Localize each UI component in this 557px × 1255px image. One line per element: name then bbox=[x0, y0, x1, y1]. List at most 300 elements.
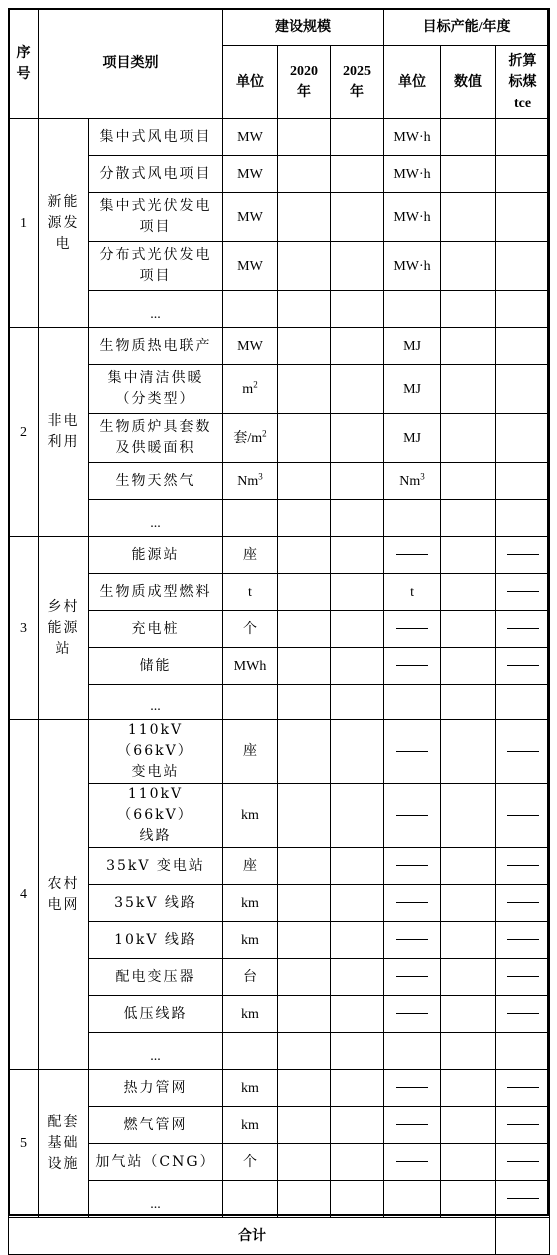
empty-cell bbox=[441, 500, 496, 537]
table-row bbox=[9, 1070, 550, 1107]
total-label: 合计 bbox=[9, 1218, 496, 1255]
dash-mark bbox=[396, 665, 428, 666]
year-2020-cell bbox=[278, 784, 331, 848]
ellipsis: ... bbox=[89, 685, 223, 720]
section-name: 新能 源发 电 bbox=[39, 119, 89, 328]
item-unit bbox=[223, 463, 278, 500]
item-label: 生物天然气 bbox=[89, 463, 223, 500]
dash-mark bbox=[396, 751, 428, 752]
dash-mark bbox=[507, 939, 539, 940]
ellipsis: ... bbox=[89, 1033, 223, 1070]
item-label: 生物质炉具套数 及供暖面积 bbox=[89, 414, 223, 463]
year-2025-cell bbox=[331, 328, 384, 365]
target-unit bbox=[384, 193, 441, 242]
value-cell bbox=[441, 1107, 496, 1144]
tce-dash bbox=[496, 996, 550, 1033]
year-2020-cell bbox=[278, 648, 331, 685]
year-2025-cell bbox=[331, 996, 384, 1033]
empty-cell bbox=[331, 291, 384, 328]
item-unit bbox=[223, 574, 278, 611]
table-row bbox=[9, 414, 550, 463]
empty-cell bbox=[223, 291, 278, 328]
empty-cell bbox=[278, 1181, 331, 1218]
section-number: 2 bbox=[9, 328, 39, 537]
year-2025-cell bbox=[331, 242, 384, 291]
item-label: 加气站（CNG） bbox=[89, 1144, 223, 1181]
tce-dash bbox=[496, 1070, 550, 1107]
tce-cell bbox=[496, 463, 550, 500]
project-table bbox=[8, 8, 550, 1255]
table-row bbox=[9, 848, 550, 885]
item-unit bbox=[223, 922, 278, 959]
empty-cell bbox=[278, 1033, 331, 1070]
year-2020-cell bbox=[278, 328, 331, 365]
unit-text: 台 bbox=[243, 969, 257, 985]
table-row bbox=[9, 242, 550, 291]
unit-text: km bbox=[241, 895, 259, 911]
tce-dash bbox=[496, 1107, 550, 1144]
tce-dash bbox=[496, 1144, 550, 1181]
unit-text: MWh bbox=[233, 658, 267, 674]
item-label: 集中清洁供暖 （分类型） bbox=[89, 365, 223, 414]
dash-mark bbox=[507, 1013, 539, 1014]
unit-text: 座 bbox=[243, 744, 257, 759]
empty-cell bbox=[441, 1181, 496, 1218]
target-unit-dash bbox=[384, 922, 441, 959]
item-label: 集中式光伏发电 项目 bbox=[89, 193, 223, 242]
tce-cell bbox=[496, 500, 550, 537]
value-cell bbox=[441, 537, 496, 574]
tce-dash bbox=[496, 848, 550, 885]
target-unit-dash bbox=[384, 848, 441, 885]
item-label: 充电桩 bbox=[89, 611, 223, 648]
year-2020-cell bbox=[278, 414, 331, 463]
value-cell bbox=[441, 574, 496, 611]
target-unit-superscript: 3 bbox=[420, 470, 425, 481]
target-unit bbox=[384, 414, 441, 463]
tce-cell bbox=[496, 242, 550, 291]
table-row bbox=[9, 119, 550, 156]
tce-dash bbox=[496, 959, 550, 996]
target-unit-header: 单位 bbox=[384, 46, 441, 119]
table-row bbox=[9, 996, 550, 1033]
dash-mark bbox=[507, 902, 539, 903]
table-row bbox=[9, 784, 550, 848]
table-row bbox=[9, 1144, 550, 1181]
section-number: 4 bbox=[9, 720, 39, 1070]
ellipsis-row bbox=[9, 685, 550, 720]
empty-cell bbox=[278, 500, 331, 537]
year-2020-cell bbox=[278, 242, 331, 291]
value-cell bbox=[441, 959, 496, 996]
dash-mark bbox=[507, 628, 539, 629]
dash-mark bbox=[507, 554, 539, 555]
total-tce-cell bbox=[496, 1218, 550, 1255]
empty-cell bbox=[223, 1033, 278, 1070]
empty-cell bbox=[384, 291, 441, 328]
table-row bbox=[9, 1107, 550, 1144]
tce-dash bbox=[496, 885, 550, 922]
target-unit-dash bbox=[384, 720, 441, 784]
item-unit bbox=[223, 242, 278, 291]
empty-cell bbox=[331, 685, 384, 720]
year-2020-cell bbox=[278, 720, 331, 784]
unit-text: km bbox=[241, 1080, 259, 1096]
year-2025-cell bbox=[331, 784, 384, 848]
target-unit-dash bbox=[384, 996, 441, 1033]
unit-header: 单位 bbox=[223, 46, 278, 119]
unit-text: MW bbox=[237, 166, 263, 182]
target-unit-dash bbox=[384, 1070, 441, 1107]
unit-text: Nm bbox=[237, 473, 259, 489]
unit-text: km bbox=[241, 1117, 259, 1133]
dash-mark bbox=[507, 865, 539, 866]
item-unit bbox=[223, 365, 278, 414]
tce-dash bbox=[496, 537, 550, 574]
dash-mark bbox=[507, 976, 539, 977]
target-unit bbox=[384, 328, 441, 365]
empty-cell bbox=[278, 291, 331, 328]
section-name: 农村 电网 bbox=[39, 720, 89, 1070]
target-unit-text: MW·h bbox=[393, 129, 431, 145]
dash-mark bbox=[507, 751, 539, 752]
tce-dash bbox=[496, 611, 550, 648]
empty-cell bbox=[441, 291, 496, 328]
item-unit bbox=[223, 996, 278, 1033]
tce-cell bbox=[496, 685, 550, 720]
target-unit-text: Nm bbox=[399, 473, 421, 489]
empty-cell bbox=[384, 685, 441, 720]
ellipsis: ... bbox=[89, 1181, 223, 1218]
value-cell bbox=[441, 463, 496, 500]
value-cell bbox=[441, 193, 496, 242]
value-cell bbox=[441, 611, 496, 648]
unit-text: t bbox=[248, 584, 252, 600]
empty-cell bbox=[331, 500, 384, 537]
item-label: 燃气管网 bbox=[89, 1107, 223, 1144]
item-unit bbox=[223, 720, 278, 784]
item-unit bbox=[223, 648, 278, 685]
year-2020-cell bbox=[278, 365, 331, 414]
value-cell bbox=[441, 242, 496, 291]
target-unit-text: MJ bbox=[403, 338, 421, 354]
year-2025-cell bbox=[331, 119, 384, 156]
tce-dash bbox=[496, 1181, 550, 1218]
target-unit bbox=[384, 463, 441, 500]
item-unit bbox=[223, 959, 278, 996]
year-2020-cell bbox=[278, 611, 331, 648]
item-label: 分布式光伏发电 项目 bbox=[89, 242, 223, 291]
year-2025-cell bbox=[331, 1107, 384, 1144]
value-cell bbox=[441, 414, 496, 463]
year-2020-cell bbox=[278, 922, 331, 959]
item-label: 储能 bbox=[89, 648, 223, 685]
item-unit bbox=[223, 156, 278, 193]
value-cell bbox=[441, 156, 496, 193]
section-name: 乡村 能源 站 bbox=[39, 537, 89, 720]
ellipsis: ... bbox=[89, 291, 223, 328]
year-2025-cell bbox=[331, 414, 384, 463]
dash-mark bbox=[507, 1161, 539, 1162]
value-header: 数值 bbox=[441, 46, 496, 119]
year-2020-cell bbox=[278, 1107, 331, 1144]
table-row bbox=[9, 959, 550, 996]
value-cell bbox=[441, 1144, 496, 1181]
tce-cell bbox=[496, 414, 550, 463]
target-unit-dash bbox=[384, 648, 441, 685]
table-row bbox=[9, 611, 550, 648]
unit-text: MW bbox=[237, 129, 263, 145]
dash-mark bbox=[396, 865, 428, 866]
item-unit bbox=[223, 193, 278, 242]
target-unit-dash bbox=[384, 611, 441, 648]
ellipsis-row bbox=[9, 1181, 550, 1218]
tce-dash bbox=[496, 574, 550, 611]
item-label: 10kV 线路 bbox=[89, 922, 223, 959]
year-2025-cell bbox=[331, 1144, 384, 1181]
unit-text: km bbox=[241, 808, 259, 823]
item-label: 110kV（66kV） 线路 bbox=[89, 784, 223, 848]
tce-dash bbox=[496, 720, 550, 784]
item-label: 35kV 变电站 bbox=[89, 848, 223, 885]
year-2020-cell bbox=[278, 193, 331, 242]
table-row bbox=[9, 328, 550, 365]
item-unit bbox=[223, 537, 278, 574]
table-row bbox=[9, 365, 550, 414]
value-cell bbox=[441, 365, 496, 414]
tce-cell bbox=[496, 365, 550, 414]
value-cell bbox=[441, 922, 496, 959]
item-unit bbox=[223, 611, 278, 648]
unit-text: 座 bbox=[243, 547, 257, 563]
dash-mark bbox=[396, 1124, 428, 1125]
unit-superscript: 3 bbox=[258, 470, 263, 481]
unit-text: m bbox=[242, 381, 254, 397]
item-label: 生物质成型燃料 bbox=[89, 574, 223, 611]
year-2025-cell bbox=[331, 611, 384, 648]
table-row bbox=[9, 922, 550, 959]
target-unit-text: MJ bbox=[403, 381, 421, 397]
year-2020-cell bbox=[278, 1144, 331, 1181]
unit-text: MW bbox=[237, 258, 263, 274]
tce-cell bbox=[496, 193, 550, 242]
unit-text: MW bbox=[237, 338, 263, 354]
seq-header: 序 号 bbox=[9, 9, 39, 119]
year-2025-header: 2025 年 bbox=[331, 46, 384, 119]
dash-mark bbox=[507, 665, 539, 666]
empty-cell bbox=[384, 1181, 441, 1218]
dash-mark bbox=[507, 1198, 539, 1199]
unit-text: 套/m bbox=[233, 430, 263, 446]
item-label: 分散式风电项目 bbox=[89, 156, 223, 193]
year-2025-cell bbox=[331, 720, 384, 784]
year-2020-cell bbox=[278, 959, 331, 996]
item-label: 低压线路 bbox=[89, 996, 223, 1033]
table-row bbox=[9, 463, 550, 500]
item-label: 配电变压器 bbox=[89, 959, 223, 996]
unit-text: km bbox=[241, 1006, 259, 1022]
year-2025-cell bbox=[331, 848, 384, 885]
target-unit-dash bbox=[384, 1144, 441, 1181]
value-cell bbox=[441, 885, 496, 922]
dash-mark bbox=[396, 554, 428, 555]
empty-cell bbox=[331, 1033, 384, 1070]
year-2020-cell bbox=[278, 463, 331, 500]
value-cell bbox=[441, 720, 496, 784]
tce-cell bbox=[496, 119, 550, 156]
dash-mark bbox=[507, 1087, 539, 1088]
table-row bbox=[9, 193, 550, 242]
section-number: 5 bbox=[9, 1070, 39, 1218]
empty-cell bbox=[223, 1181, 278, 1218]
value-cell bbox=[441, 119, 496, 156]
year-2020-cell bbox=[278, 119, 331, 156]
target-unit-dash bbox=[384, 537, 441, 574]
target-unit bbox=[384, 156, 441, 193]
unit-text: 个 bbox=[243, 621, 257, 637]
target-unit-text: MJ bbox=[403, 430, 421, 446]
item-label: 35kV 线路 bbox=[89, 885, 223, 922]
section-name: 非电 利用 bbox=[39, 328, 89, 537]
dash-mark bbox=[396, 902, 428, 903]
empty-cell bbox=[384, 500, 441, 537]
target-unit-text: t bbox=[410, 584, 414, 600]
target-unit bbox=[384, 365, 441, 414]
tce-cell bbox=[496, 1033, 550, 1070]
year-2025-cell bbox=[331, 922, 384, 959]
year-2020-cell bbox=[278, 996, 331, 1033]
total-row bbox=[9, 1218, 550, 1255]
empty-cell bbox=[441, 1033, 496, 1070]
ellipsis-row bbox=[9, 291, 550, 328]
table-row bbox=[9, 885, 550, 922]
item-label: 集中式风电项目 bbox=[89, 119, 223, 156]
target-unit-text: MW·h bbox=[393, 209, 431, 225]
target-unit bbox=[384, 119, 441, 156]
tce-dash bbox=[496, 922, 550, 959]
item-label: 热力管网 bbox=[89, 1070, 223, 1107]
empty-cell bbox=[331, 1181, 384, 1218]
target-unit-dash bbox=[384, 784, 441, 848]
table-row bbox=[9, 720, 550, 784]
section-number: 1 bbox=[9, 119, 39, 328]
dash-mark bbox=[396, 815, 428, 816]
empty-cell bbox=[223, 500, 278, 537]
value-cell bbox=[441, 996, 496, 1033]
year-2025-cell bbox=[331, 193, 384, 242]
unit-text: MW bbox=[237, 209, 263, 225]
target-unit-dash bbox=[384, 1107, 441, 1144]
item-unit bbox=[223, 885, 278, 922]
ellipsis: ... bbox=[89, 500, 223, 537]
item-unit bbox=[223, 1107, 278, 1144]
year-2020-header: 2020 年 bbox=[278, 46, 331, 119]
target-unit bbox=[384, 242, 441, 291]
tce-dash bbox=[496, 648, 550, 685]
year-2025-cell bbox=[331, 959, 384, 996]
value-cell bbox=[441, 784, 496, 848]
tce-cell bbox=[496, 328, 550, 365]
table-row bbox=[9, 648, 550, 685]
item-unit bbox=[223, 119, 278, 156]
target-unit-text: MW·h bbox=[393, 258, 431, 274]
item-unit bbox=[223, 1070, 278, 1107]
dash-mark bbox=[396, 1161, 428, 1162]
year-2020-cell bbox=[278, 848, 331, 885]
scale-header: 建设规模 bbox=[223, 9, 384, 46]
dash-mark bbox=[396, 628, 428, 629]
year-2020-cell bbox=[278, 574, 331, 611]
table-row bbox=[9, 574, 550, 611]
unit-superscript: 2 bbox=[262, 427, 267, 438]
dash-mark bbox=[507, 591, 539, 592]
year-2025-cell bbox=[331, 537, 384, 574]
item-unit bbox=[223, 784, 278, 848]
section-number: 3 bbox=[9, 537, 39, 720]
dash-mark bbox=[396, 976, 428, 977]
value-cell bbox=[441, 648, 496, 685]
item-label: 110kV（66kV） 变电站 bbox=[89, 720, 223, 784]
ellipsis-row bbox=[9, 1033, 550, 1070]
target-unit bbox=[384, 574, 441, 611]
unit-text: km bbox=[241, 932, 259, 948]
empty-cell bbox=[278, 685, 331, 720]
dash-mark bbox=[396, 939, 428, 940]
target-unit-dash bbox=[384, 959, 441, 996]
item-unit bbox=[223, 414, 278, 463]
year-2025-cell bbox=[331, 1070, 384, 1107]
unit-text: 座 bbox=[243, 858, 257, 874]
empty-cell bbox=[384, 1033, 441, 1070]
year-2020-cell bbox=[278, 537, 331, 574]
item-unit bbox=[223, 1144, 278, 1181]
value-cell bbox=[441, 1070, 496, 1107]
tce-header: 折算 标煤 tce bbox=[496, 46, 550, 119]
dash-mark bbox=[507, 815, 539, 816]
table-row bbox=[9, 156, 550, 193]
empty-cell bbox=[441, 685, 496, 720]
dash-mark bbox=[396, 1013, 428, 1014]
year-2020-cell bbox=[278, 156, 331, 193]
target-unit-text: MW·h bbox=[393, 166, 431, 182]
section-name: 配套 基础 设施 bbox=[39, 1070, 89, 1218]
target-header: 目标产能/年度 bbox=[384, 9, 550, 46]
year-2025-cell bbox=[331, 574, 384, 611]
year-2025-cell bbox=[331, 365, 384, 414]
ellipsis-row bbox=[9, 500, 550, 537]
item-unit bbox=[223, 848, 278, 885]
empty-cell bbox=[223, 685, 278, 720]
year-2025-cell bbox=[331, 156, 384, 193]
year-2025-cell bbox=[331, 648, 384, 685]
year-2020-cell bbox=[278, 1070, 331, 1107]
value-cell bbox=[441, 328, 496, 365]
tce-dash bbox=[496, 784, 550, 848]
year-2025-cell bbox=[331, 463, 384, 500]
year-2025-cell bbox=[331, 885, 384, 922]
table-row bbox=[9, 537, 550, 574]
item-label: 能源站 bbox=[89, 537, 223, 574]
unit-text: 个 bbox=[243, 1154, 257, 1170]
target-unit-dash bbox=[384, 885, 441, 922]
tce-cell bbox=[496, 291, 550, 328]
year-2020-cell bbox=[278, 885, 331, 922]
dash-mark bbox=[396, 1087, 428, 1088]
item-unit bbox=[223, 328, 278, 365]
dash-mark bbox=[507, 1124, 539, 1125]
tce-cell bbox=[496, 156, 550, 193]
value-cell bbox=[441, 848, 496, 885]
